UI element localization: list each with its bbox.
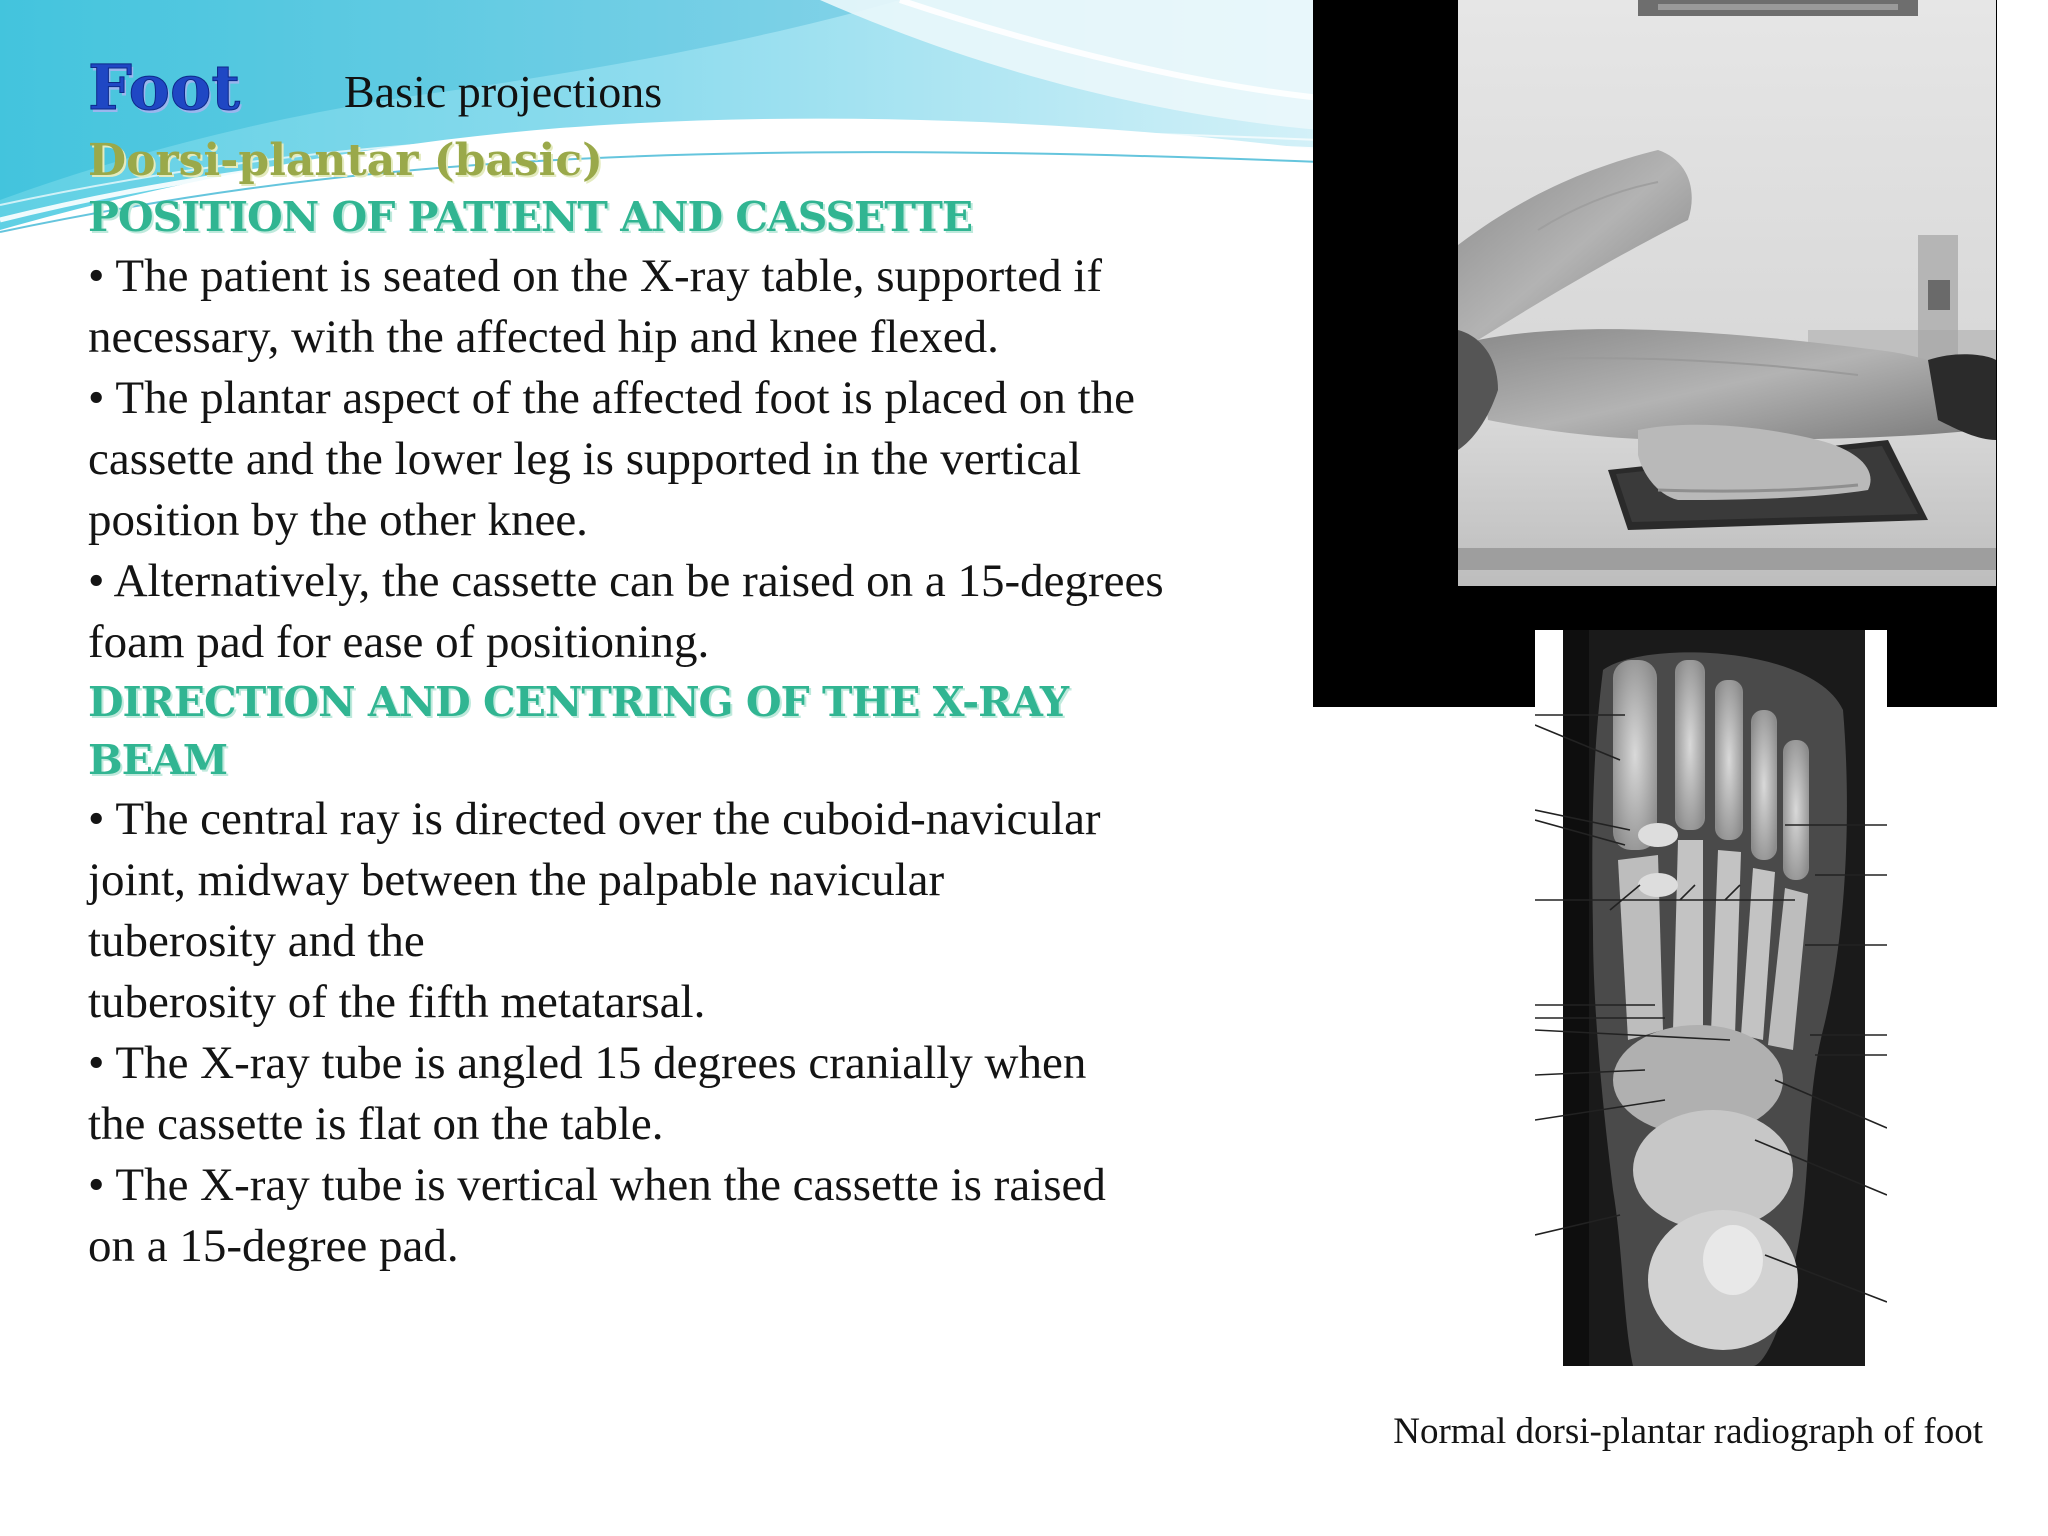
bullet-item: • The X-ray tube is angled 15 degrees cranially when the cassette is flat on the table. [88,1037,1087,1150]
section-heading-direction [88,673,1348,789]
bullet-item: • Alternatively, the cassette can be raised on a 15-degrees foam pad for ease of positioning. [88,555,1164,668]
radiograph-frame [1535,630,1887,1366]
radiograph-label-lines [1535,630,1887,1366]
section-heading-line: DIRECTION AND CENTRING OF THE X-RAY [88,678,1069,726]
bullet-item: • The central ray is directed over the cuboid-navicular joint, midway between the palpable navicular tuberosity and the [88,793,1101,967]
section-heading-line: BEAM [88,736,228,784]
radiograph-caption: Normal dorsi-plantar radiograph of foot [1393,1411,1983,1452]
bullet-list-direction [88,789,1348,1277]
positioning-photo [1458,0,1996,586]
bullet-item: • The X-ray tube is vertical when the cassette is raised on a 15-degree pad. [88,1159,1106,1272]
positioning-photo-frame [1313,0,1997,707]
section-heading-position: POSITION OF PATIENT AND CASSETTE [88,193,973,241]
text-column [88,48,1348,1277]
bullet-list-position [88,246,1348,673]
bullet-item: tuberosity of the fifth metatarsal. [88,976,706,1028]
slide-title: Foot [88,51,240,124]
bullet-item: • The patient is seated on the X-ray table, supported if necessary, with the affected hip and knee flexed. [88,250,1103,363]
slide-title-sub: Basic projections [344,66,663,117]
title-row [88,48,1348,134]
bullet-item: • The plantar aspect of the affected foot is placed on the cassette and the lower leg is supported in the vertical position by the other knee. [88,372,1135,546]
projection-subtitle: Dorsi-plantar (basic) [88,135,603,186]
